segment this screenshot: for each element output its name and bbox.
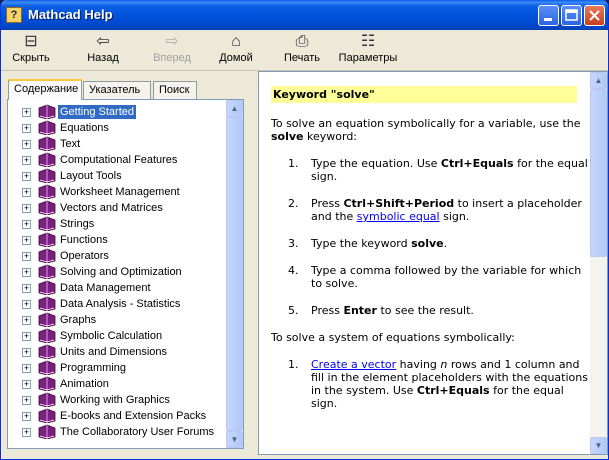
print-label: Печать <box>283 52 321 64</box>
topic-scroll-up-button[interactable]: ▲ <box>590 72 607 89</box>
book-icon <box>37 152 57 167</box>
tree-item-label: Strings <box>60 218 95 230</box>
expand-icon[interactable]: + <box>23 315 30 325</box>
expand-icon[interactable]: + <box>23 187 30 197</box>
book-icon <box>37 344 57 359</box>
scroll-up-button[interactable]: ▲ <box>226 100 243 117</box>
tree-item[interactable] <box>8 216 224 232</box>
book-icon <box>37 408 57 423</box>
topic-scrollbar[interactable] <box>590 72 607 454</box>
hide-label: Скрыть <box>12 52 50 64</box>
book-icon <box>37 424 57 439</box>
symbolic-equal-link[interactable]: symbolic equal <box>356 210 440 223</box>
tab-index[interactable]: Указатель <box>83 81 151 99</box>
book-icon <box>37 376 57 391</box>
expand-icon[interactable]: + <box>23 299 30 309</box>
topic-intro: To solve an equation symbolically for a variable, use the solve keyword: <box>271 117 581 143</box>
expand-icon[interactable]: + <box>23 411 30 421</box>
book-icon <box>37 360 57 375</box>
expand-icon[interactable]: + <box>23 203 30 213</box>
tree-item[interactable] <box>8 200 224 216</box>
tree-item-label: Working with Graphics <box>60 394 170 406</box>
toolbar <box>1 30 608 71</box>
step-item: 4. Type a comma followed by the variable for which to solve. <box>288 264 582 290</box>
minimize-button[interactable] <box>538 5 559 26</box>
window-title: Mathcad Help <box>28 7 113 22</box>
book-icon <box>37 248 57 263</box>
tree-item[interactable] <box>8 408 224 424</box>
tree-item[interactable] <box>8 152 224 168</box>
book-icon <box>37 312 57 327</box>
options-button[interactable] <box>334 32 402 68</box>
expand-icon[interactable]: + <box>23 123 30 133</box>
tree-item[interactable] <box>8 168 224 184</box>
tree-item-label: Animation <box>60 378 109 390</box>
hide-icon: ⊟ <box>24 33 38 50</box>
expand-icon[interactable]: + <box>23 107 30 117</box>
forward-arrow-icon: ⇨ <box>165 33 179 50</box>
forward-button[interactable] <box>144 32 200 68</box>
book-icon <box>37 328 57 343</box>
tree-item-label: Solving and Optimization <box>60 266 182 278</box>
tree-item[interactable] <box>8 248 224 264</box>
tree-item-label: Units and Dimensions <box>60 346 167 358</box>
expand-icon[interactable]: + <box>23 235 30 245</box>
tree-item[interactable] <box>8 104 224 120</box>
tree-item[interactable] <box>8 424 224 440</box>
tree-item[interactable] <box>8 280 224 296</box>
forward-label: Вперед <box>153 52 191 64</box>
tree-item-label: Graphs <box>60 314 97 326</box>
tree-item-label: Data Management <box>60 282 151 294</box>
step-item: 5. Press Enter to see the result. <box>288 304 474 317</box>
tree-item-label: Functions <box>60 234 108 246</box>
topic-scroll-thumb[interactable] <box>590 89 607 257</box>
home-icon: ⌂ <box>231 33 241 50</box>
tab-contents[interactable]: Содержание <box>8 79 82 100</box>
topic-pane <box>258 71 608 455</box>
expand-icon[interactable]: + <box>23 251 30 261</box>
tree-item[interactable] <box>8 120 224 136</box>
book-icon <box>37 232 57 247</box>
book-icon <box>37 184 57 199</box>
tree-item[interactable] <box>8 328 224 344</box>
options-icon: ☷ <box>360 33 376 50</box>
tree-item-label: Programming <box>60 362 127 374</box>
tree-item-label: Vectors and Matrices <box>60 202 163 214</box>
tree-item-label: Symbolic Calculation <box>60 330 163 342</box>
step-item: 1. Type the equation. Use Ctrl+Equals for the equal sign. <box>288 157 588 183</box>
create-vector-link[interactable]: Create a vector <box>311 358 397 371</box>
book-icon <box>37 216 57 231</box>
system-intro: To solve a system of equations symbolically: <box>271 331 515 344</box>
topic-content <box>271 86 591 424</box>
tree-item-label: The Collaboratory User Forums <box>60 426 215 438</box>
close-icon <box>585 6 604 25</box>
home-label: Домой <box>219 52 253 64</box>
expand-icon[interactable]: + <box>23 427 30 437</box>
tree-item-label: Operators <box>60 250 109 262</box>
tree-item[interactable] <box>8 264 224 280</box>
book-icon <box>37 200 57 215</box>
expand-icon[interactable]: + <box>23 379 30 389</box>
expand-icon[interactable]: + <box>23 171 30 181</box>
step-item: 1. Create a vector having n rows and 1 column and fill in the element placeholders with the equations in the system. Use Ctrl+Equals for the equal sign. <box>288 358 588 410</box>
back-arrow-icon: ⇦ <box>96 33 110 50</box>
expand-icon[interactable]: + <box>23 331 30 341</box>
expand-icon[interactable]: + <box>23 363 30 373</box>
back-button[interactable] <box>79 32 127 68</box>
book-icon <box>37 120 57 135</box>
expand-icon[interactable]: + <box>23 139 30 149</box>
book-icon <box>37 136 57 151</box>
tree-item-label: Computational Features <box>60 154 178 166</box>
tree-item[interactable] <box>8 184 224 200</box>
tree-item-label: Getting Started <box>60 106 134 118</box>
tree-item-label: Data Analysis - Statistics <box>60 298 181 310</box>
maximize-button[interactable] <box>561 5 582 26</box>
tree-item-label: Equations <box>60 122 109 134</box>
step-item: 2. Press Ctrl+Shift+Period to insert a placeholder and the symbolic equal sign. <box>288 197 582 223</box>
title-bar[interactable] <box>1 0 609 30</box>
topic-scroll-down-button[interactable]: ▼ <box>590 437 607 454</box>
expand-icon[interactable]: + <box>23 155 30 165</box>
tree-item[interactable] <box>8 296 224 312</box>
expand-icon[interactable]: + <box>23 347 30 357</box>
options-label: Параметры <box>338 52 398 64</box>
book-icon <box>37 104 57 119</box>
scroll-thumb[interactable] <box>226 117 243 431</box>
back-label: Назад <box>87 52 119 64</box>
tree-item[interactable] <box>8 136 224 152</box>
minimize-icon <box>539 6 558 25</box>
step-item: 3. Type the keyword solve. <box>288 237 448 250</box>
tree-item-label: E-books and Extension Packs <box>60 410 207 422</box>
tree-item[interactable] <box>8 312 224 328</box>
expand-icon[interactable]: + <box>23 267 30 277</box>
book-icon <box>37 296 57 311</box>
book-icon <box>37 168 57 183</box>
print-icon: ⎙ <box>295 33 309 50</box>
tree-scrollbar[interactable] <box>226 100 243 448</box>
home-button[interactable] <box>213 32 259 68</box>
tab-search[interactable]: Поиск <box>153 81 197 99</box>
maximize-icon <box>562 6 581 25</box>
tree-item[interactable] <box>8 376 224 392</box>
book-icon <box>37 264 57 279</box>
tree-item-label: Text <box>60 138 81 150</box>
topic-heading: Keyword "solve" <box>271 86 577 103</box>
tree-item[interactable] <box>8 392 224 408</box>
tree-item[interactable] <box>8 232 224 248</box>
expand-icon[interactable]: + <box>23 395 30 405</box>
close-button[interactable] <box>584 5 605 26</box>
hide-button[interactable] <box>7 32 55 68</box>
tree-item[interactable] <box>8 360 224 376</box>
book-icon <box>37 392 57 407</box>
expand-icon[interactable]: + <box>23 219 30 229</box>
navigation-pane <box>2 71 252 455</box>
contents-tree[interactable] <box>7 99 244 449</box>
expand-icon[interactable]: + <box>23 283 30 293</box>
book-icon <box>37 280 57 295</box>
tree-item-label: Worksheet Management <box>60 186 180 198</box>
tree-item-label: Layout Tools <box>60 170 122 182</box>
scroll-down-button[interactable]: ▼ <box>226 431 243 448</box>
print-button[interactable] <box>277 32 327 68</box>
help-app-icon: ? <box>6 7 22 23</box>
tree-item[interactable] <box>8 344 224 360</box>
